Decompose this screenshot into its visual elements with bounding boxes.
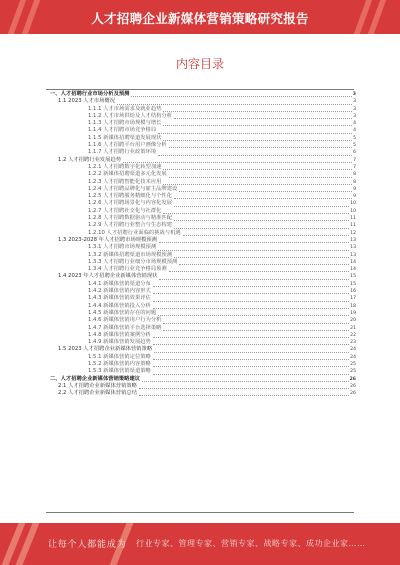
toc-page-number: 15	[350, 274, 356, 280]
toc-page-number: 3	[353, 113, 356, 119]
toc-page-number: 24	[350, 347, 356, 353]
toc-entry[interactable]	[46, 200, 356, 207]
toc-entry-label: 1.3.2 新媒体招聘渠道市场规模预测	[88, 251, 173, 258]
toc-entry-label: 1.2.2 新媒体招聘渠道多元化发展	[88, 171, 167, 178]
toc-leader-dots	[163, 135, 352, 141]
toc-page-number: 19	[350, 310, 356, 316]
toc-leader-dots	[131, 91, 351, 97]
toc-entry[interactable]	[46, 106, 356, 113]
toc-entry-label: 1.3.1 人才招聘市场规模预测	[88, 244, 157, 251]
toc-entry[interactable]	[46, 354, 356, 361]
toc-page-number: 14	[350, 259, 356, 265]
toc-page-number: 20	[350, 318, 356, 324]
toc-leader-dots	[159, 237, 349, 243]
toc-page-number: 22	[350, 332, 356, 338]
toc-top-divider	[46, 89, 354, 90]
toc-entry[interactable]	[46, 157, 356, 164]
toc-entry-label: 1.4.6 新媒体营销用户行为分析	[88, 317, 162, 324]
toc-entry[interactable]	[46, 368, 356, 375]
toc-leader-dots	[158, 128, 352, 134]
toc-entry-label: 1.5.1 新媒体营销定位策略	[88, 353, 151, 360]
toc-entry-label: 1.4.4 新媒体营销投入分析	[88, 302, 151, 309]
toc-entry-label: 1.2.7 人才招聘社交化与社群化	[88, 207, 162, 214]
toc-page-number: 10	[350, 208, 356, 214]
toc-leader-dots	[174, 113, 352, 119]
toc-page-number: 8	[353, 179, 356, 185]
toc-leader-dots	[163, 325, 349, 331]
toc-entry[interactable]	[46, 390, 356, 397]
toc-entry[interactable]	[46, 149, 356, 156]
toc-leader-dots	[163, 164, 352, 170]
toc-leader-dots	[169, 142, 352, 148]
toc-page-number: 3	[353, 99, 356, 105]
toc-entry-label: 1.4.2 新媒体营销内容形式	[88, 288, 151, 295]
toc-page-number: 5	[353, 143, 356, 149]
toc-entry[interactable]	[46, 179, 356, 186]
toc-entry-label: 1.2.10 人才招聘行业面临的挑战与机遇	[88, 229, 181, 236]
toc-page-number: 16	[350, 289, 356, 295]
toc-entry-label: 1.3.3 人才招聘行业细分市场规模预测	[88, 258, 178, 265]
toc-leader-dots	[163, 179, 352, 185]
report-footer	[0, 523, 400, 565]
toc-leader-dots	[154, 347, 349, 353]
toc-page-number: 15	[350, 281, 356, 287]
toc-leader-dots	[169, 266, 349, 272]
toc-page-number: 3	[352, 92, 356, 97]
toc-entry-label: 1.1.6 人才招聘平台用户画像分析	[88, 142, 167, 149]
toc-leader-dots	[174, 252, 349, 258]
toc-leader-dots	[153, 339, 349, 345]
toc-entry[interactable]	[46, 303, 356, 310]
toc-leader-dots	[153, 296, 349, 302]
toc-leader-dots	[159, 274, 349, 280]
report-header	[0, 0, 400, 34]
toc-entry-label: 1.1.2 人才市场供给及人才结构分析	[88, 112, 173, 119]
toc-page-number: 12	[350, 230, 356, 236]
toc-leader-dots	[158, 150, 352, 156]
toc-page-number: 3	[353, 106, 356, 112]
toc-entry-label: 1.1 2023 人才市场概况	[58, 98, 116, 105]
footer-tagline: 行业专家、管理专家、营销专家、战略专家、成功企业家……	[136, 539, 366, 548]
toc-page-number: 26	[349, 376, 356, 382]
toc-entry-label: 1.2.1 人才招聘数字化转型加速	[88, 163, 162, 170]
toc-entry[interactable]	[46, 230, 356, 237]
toc-leader-dots	[153, 332, 349, 338]
toc-leader-dots	[158, 245, 349, 251]
toc-entry-label: 1.1.1 人才市场需求及就业趋势	[88, 105, 162, 112]
toc-entry[interactable]	[46, 332, 356, 339]
toc-page-number: 6	[353, 150, 356, 156]
toc-entry[interactable]	[46, 281, 356, 288]
toc-leader-dots	[142, 376, 349, 382]
toc-leader-dots	[163, 120, 352, 126]
toc-entry[interactable]	[46, 222, 356, 229]
toc-entry-label: 二、人才招聘企业新媒体营销策略建议	[50, 375, 141, 382]
toc-page-number: 13	[350, 245, 356, 251]
toc-entry[interactable]	[46, 295, 356, 302]
toc-page-number: 11	[350, 216, 356, 222]
toc-page-number: 17	[350, 296, 356, 302]
toc-entry[interactable]	[46, 171, 356, 178]
toc-entry-label: 1.4.7 新媒体营销平台选择策略	[88, 324, 162, 331]
table-of-contents	[46, 91, 356, 397]
toc-leader-dots	[174, 223, 349, 229]
toc-entry-label: 1.4.1 新媒体营销渠道分布	[88, 280, 151, 287]
toc-entry[interactable]	[46, 376, 356, 383]
toc-leader-dots	[139, 383, 349, 389]
toc-entry[interactable]	[46, 98, 356, 105]
toc-entry-label: 1.2.5 人才招聘服务精细化与个性化	[88, 193, 173, 200]
toc-page-number: 9	[353, 186, 356, 192]
toc-page-number: 26	[350, 391, 356, 397]
toc-entry[interactable]	[46, 208, 356, 215]
toc-entry-label: 2.2 人才招聘企业新媒体营销总结	[58, 390, 137, 397]
toc-leader-dots	[183, 230, 349, 236]
toc-entry-label: 1.2.9 人才招聘行业整合与生态构建	[88, 222, 173, 229]
toc-leader-dots	[179, 186, 352, 192]
toc-entry-label: 1.4.3 新媒体营销效果评估	[88, 295, 151, 302]
toc-entry[interactable]	[46, 252, 356, 259]
toc-entry[interactable]	[46, 317, 356, 324]
toc-page-number: 11	[350, 223, 356, 229]
toc-entry-label: 1.4.5 新媒体营销存在的问题	[88, 309, 157, 316]
toc-heading: 内容目录	[175, 57, 224, 71]
toc-leader-dots	[158, 310, 349, 316]
toc-entry[interactable]	[46, 273, 356, 280]
toc-entry[interactable]	[46, 346, 356, 353]
toc-entry-label: 1.2.6 人才招聘场景化与内容化发展	[88, 200, 173, 207]
toc-entry-label: 2.1 人才招聘企业新媒体营销策略	[58, 382, 137, 389]
toc-entry-label: 1.2.3 人才招聘智能化技术应用	[88, 178, 162, 185]
toc-page-number: 5	[353, 135, 356, 141]
toc-leader-dots	[153, 288, 349, 294]
toc-page-number: 25	[350, 369, 356, 375]
toc-entry-label: 1.2 人才招聘行业发展趋势	[58, 156, 122, 163]
toc-page-number: 9	[353, 194, 356, 200]
toc-entry-label: 1.5.3 新媒体营销渠道策略	[88, 368, 151, 375]
toc-page-number: 23	[350, 340, 356, 346]
toc-page-number: 4	[353, 121, 356, 127]
toc-entry-label: 1.4 2023 年人才招聘企业新媒体营销现状	[58, 273, 158, 280]
toc-leader-dots	[163, 318, 349, 324]
toc-leader-dots	[153, 281, 349, 287]
toc-entry-label: 1.3.4 人才招聘行业竞争格局预测	[88, 266, 167, 273]
toc-entry-label: 1.1.3 人才招聘市场规模与增长	[88, 120, 162, 127]
toc-leader-dots	[163, 208, 349, 214]
toc-entry[interactable]	[46, 325, 356, 332]
report-title: 人才招聘企业新媒体营销策略研究报告	[91, 11, 309, 26]
toc-page-number: 24	[350, 354, 356, 360]
toc-leader-dots	[179, 259, 349, 265]
toc-page-number: 13	[350, 252, 356, 258]
toc-page-number: 8	[353, 172, 356, 178]
toc-entry-label: 一、人才招聘行业市场分析及预测	[50, 91, 130, 97]
toc-leader-dots	[174, 215, 349, 221]
toc-entry[interactable]	[46, 127, 356, 134]
toc-entry-label: 1.2.4 人才招聘品牌化与雇主品牌建设	[88, 185, 178, 192]
toc-leader-dots	[153, 361, 349, 367]
toc-leader-dots	[153, 354, 349, 360]
toc-page-number: 10	[350, 201, 356, 207]
toc-entry-label: 1.1.7 人才招聘行业政策环境	[88, 149, 157, 156]
toc-page-number: 13	[350, 237, 356, 243]
toc-leader-dots	[169, 172, 352, 178]
toc-entry-label: 1.1.5 新媒体招聘渠道发展现状	[88, 134, 162, 141]
toc-bottom-divider	[46, 512, 354, 513]
toc-leader-dots	[153, 369, 349, 375]
toc-page-number: 21	[350, 325, 356, 331]
toc-leader-dots	[174, 201, 349, 207]
toc-entry-label: 1.4.9 新媒体营销发展趋势	[88, 339, 151, 346]
toc-leader-dots	[163, 106, 352, 112]
toc-page-number: 7	[353, 164, 356, 170]
toc-entry-label: 1.2.8 人才招聘数据驱动与精准匹配	[88, 215, 173, 222]
toc-leader-dots	[123, 157, 352, 163]
toc-entry[interactable]	[46, 135, 356, 142]
toc-leader-dots	[174, 193, 352, 199]
toc-entry[interactable]	[46, 244, 356, 251]
toc-leader-dots	[153, 303, 349, 309]
toc-entry-label: 1.1.4 人才招聘市场竞争格局	[88, 127, 157, 134]
toc-page-number: 7	[353, 157, 356, 163]
toc-page-number: 14	[350, 267, 356, 273]
toc-entry-label: 1.3 2023-2028 年人才招聘市场规模预测	[58, 236, 157, 243]
footer-slogan: 让每个人都能成为	[48, 540, 127, 550]
toc-entry-label: 1.5 2023 人才招聘企业新媒体营销策略	[58, 346, 153, 353]
toc-page-number: 26	[350, 383, 356, 389]
toc-page-number: 25	[350, 361, 356, 367]
toc-entry-label: 1.5.2 新媒体营销内容策略	[88, 360, 151, 367]
toc-entry-label: 1.4.8 新媒体营销案例分析	[88, 331, 151, 338]
toc-page-number: 4	[353, 128, 356, 134]
toc-leader-dots	[139, 390, 349, 396]
toc-leader-dots	[117, 99, 352, 105]
toc-page-number: 18	[350, 303, 356, 309]
